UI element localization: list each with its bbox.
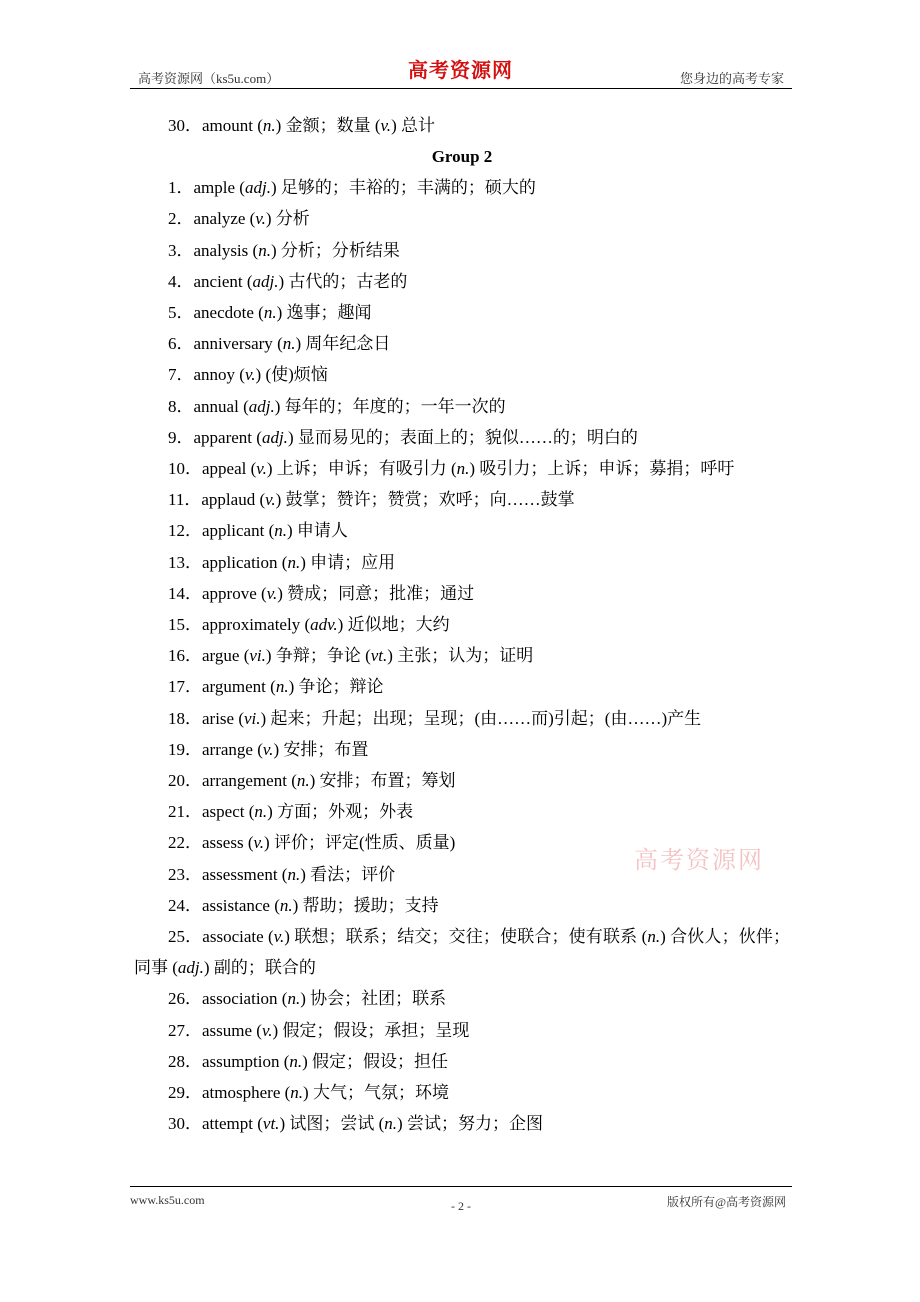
entry-word: assumption: [202, 1051, 280, 1071]
entry-word: annual: [193, 396, 239, 416]
entry-number: 30．: [168, 1114, 202, 1134]
entry-number: 23．: [168, 864, 202, 884]
part-of-speech: n.: [282, 334, 296, 354]
entry-word: assess: [202, 833, 244, 853]
part-of-speech: vi.: [249, 646, 266, 666]
entry-word: ample: [193, 178, 236, 198]
entry-word: associate: [202, 927, 264, 947]
entry-definition: 金额；数量: [285, 116, 371, 135]
entry-number: 5．: [168, 303, 194, 323]
entry-definition: 安排；布置: [283, 739, 369, 759]
part-of-speech: v.: [265, 490, 276, 510]
entry-definition: 鼓掌；赞许；赞赏；欢呼；向……鼓掌: [285, 490, 575, 510]
vocab-entry: 24．assistance (n.) 帮助；援助；支持: [168, 895, 439, 915]
entry-word: association: [202, 989, 278, 1009]
entry-number: 14．: [168, 583, 202, 603]
entry-definition: 安排；布置；筹划: [319, 771, 456, 791]
entry-number: 8．: [168, 396, 194, 416]
entry-definition: 假定；假设；承担；呈现: [282, 1020, 470, 1040]
part-of-speech: v.: [266, 583, 278, 603]
vocab-entry: 29．atmosphere (n.) 大气；气氛；环境: [168, 1083, 449, 1103]
entry-definition: 副的；联合的: [213, 958, 316, 978]
entry-word: analysis: [193, 240, 249, 260]
entry-number: 17．: [168, 677, 202, 697]
entry-word: ancient: [193, 271, 243, 291]
entry-word: arrange: [202, 739, 253, 759]
entry-word: argue: [202, 646, 240, 666]
vocab-entry: 6．anniversary (n.) 周年纪念日: [168, 334, 391, 354]
part-of-speech: adj.: [244, 178, 271, 198]
entry-word: assessment: [202, 864, 278, 884]
vocab-entry: 28．assumption (n.) 假定；假设；担任: [168, 1051, 449, 1071]
part-of-speech: v.: [273, 927, 285, 947]
entry-word: approximately: [202, 615, 301, 635]
part-of-speech: n.: [296, 771, 310, 791]
entry-number: 1．: [168, 178, 194, 198]
entry-word: assistance: [202, 895, 270, 915]
part-of-speech: vt.: [262, 1114, 280, 1134]
vocab-entry: 22．assess (v.) 评价；评定(性质、质量): [168, 833, 456, 853]
entry-number: 2．: [168, 209, 194, 229]
entry-definition: 分析；分析结果: [280, 240, 400, 260]
part-of-speech: n.: [287, 989, 301, 1009]
entry-number: 12．: [168, 521, 202, 541]
entry-definition: 主张；认为；证明: [397, 646, 534, 666]
entry-definition: 假定；假设；担任: [312, 1051, 449, 1071]
part-of-speech: n.: [258, 240, 271, 260]
entry-number: 24．: [168, 895, 202, 915]
entry-word: assume: [202, 1020, 253, 1040]
entry-word: appeal: [202, 459, 247, 479]
vocab-entry: 4．ancient (adj.) 古代的；古老的: [168, 271, 408, 291]
header-site-name: 高考资源网（ks5u.com）: [138, 71, 280, 86]
entry-definition: 申请；应用: [310, 552, 396, 572]
entry-definition: 方面；外观；外表: [277, 802, 414, 822]
entry-definition: 近似地；大约: [347, 615, 450, 635]
part-of-speech: v.: [380, 116, 392, 135]
entry-number: 20．: [168, 771, 202, 791]
vocab-entry: 16．argue (vi.) 争辩；争论 (vt.) 主张；认为；证明: [168, 646, 534, 666]
vocab-entry: 12．applicant (n.) 申请人: [168, 521, 348, 541]
entry-definition: 每年的；年度的；一年一次的: [284, 396, 506, 416]
entry-word: applicant: [202, 521, 265, 541]
entry-definition: 争论；辩论: [298, 677, 384, 697]
part-of-speech: v.: [262, 739, 274, 759]
vocab-entry: 27．assume (v.) 假定；假设；承担；呈现: [168, 1020, 470, 1040]
entry-number: 7．: [168, 365, 194, 385]
entry-number: 4．: [168, 271, 194, 291]
vocab-entry: 9．apparent (adj.) 显而易见的；表面上的；貌似……的；明白的: [168, 427, 638, 447]
part-of-speech: n.: [254, 802, 268, 822]
vocab-entry: 15．approximately (adv.) 近似地；大约: [168, 615, 450, 635]
vocab-entry: 11．applaud (v.) 鼓掌；赞许；赞赏；欢呼；向……鼓掌: [168, 490, 575, 510]
part-of-speech: n.: [287, 552, 301, 572]
entry-word: applaud: [201, 490, 256, 510]
entry-number: 30．: [168, 116, 202, 135]
vocab-entry: 10．appeal (v.) 上诉；申诉；有吸引力 (n.) 吸引力；上诉；申诉；募捐；呼吁: [168, 459, 735, 479]
entry-number: 6．: [168, 334, 194, 354]
entry-word: approve: [202, 583, 257, 603]
page-number: - 2 -: [451, 1199, 471, 1213]
vocab-entry: 23．assessment (n.) 看法；评价: [168, 864, 396, 884]
footer-url-link[interactable]: www.ks5u.com: [130, 1193, 205, 1207]
part-of-speech: vi.: [244, 708, 261, 728]
entry-word: application: [202, 552, 278, 572]
part-of-speech: n.: [384, 1114, 398, 1134]
vocab-entry: 30．amount (n.) 金额；数量 (v.) 总计: [168, 116, 435, 135]
vocab-entry: 8．annual (adj.) 每年的；年度的；一年一次的: [168, 396, 506, 416]
entry-number: 28．: [168, 1051, 202, 1071]
vocab-entry: 21．aspect (n.) 方面；外观；外表: [168, 802, 414, 822]
entry-definition: 总计: [400, 116, 435, 135]
page-footer: [130, 1186, 792, 1217]
vocab-entry: 14．approve (v.) 赞成；同意；批准；通过: [168, 583, 475, 603]
entry-number: 27．: [168, 1020, 202, 1040]
vocab-entry: 20．arrangement (n.) 安排；布置；筹划: [168, 771, 456, 791]
entry-definition: 合伙人；伙伴；同事: [134, 927, 791, 978]
vocab-entry: 30．attempt (vt.) 试图；尝试 (n.) 尝试；努力；企图: [168, 1114, 543, 1134]
vocab-entry: 25．associate (v.) 联想；联系；结交；交往；使联合；使有联系 (n.) 合伙人；伙伴；同事 (adj.) 副的；联合的: [134, 927, 791, 978]
entry-definition: 大气；气氛；环境: [312, 1083, 449, 1103]
entry-number: 19．: [168, 739, 202, 759]
entry-number: 3．: [168, 240, 194, 260]
entry-word: aspect: [202, 802, 245, 822]
entry-number: 22．: [168, 833, 202, 853]
part-of-speech: v.: [255, 209, 266, 229]
entry-word: apparent: [193, 427, 253, 447]
entry-definition: 评价；评定(性质、质量): [273, 833, 456, 853]
entry-number: 9．: [168, 427, 194, 447]
part-of-speech: v.: [256, 459, 267, 479]
entry-number: 26．: [168, 989, 202, 1009]
part-of-speech: n.: [647, 927, 661, 947]
vocabulary-list: [134, 110, 790, 1140]
entry-definition: 分析: [275, 209, 310, 229]
part-of-speech: v.: [261, 1020, 273, 1040]
part-of-speech: n.: [290, 1083, 304, 1103]
part-of-speech: n.: [287, 864, 301, 884]
part-of-speech: n.: [279, 895, 293, 915]
part-of-speech: vt.: [370, 646, 388, 666]
part-of-speech: n.: [275, 677, 289, 697]
entry-word: annoy: [193, 365, 236, 385]
entry-word: attempt: [202, 1114, 253, 1134]
entry-number: 16．: [168, 646, 202, 666]
entry-definition: 试图；尝试: [289, 1114, 375, 1134]
part-of-speech: n.: [262, 116, 276, 135]
part-of-speech: n.: [289, 1051, 303, 1071]
entry-number: 18．: [168, 708, 202, 728]
site-logo: 高考资源网: [408, 58, 513, 82]
entry-word: argument: [202, 677, 266, 697]
part-of-speech: adj.: [261, 427, 288, 447]
entry-definition: 尝试；努力；企图: [406, 1114, 543, 1134]
entry-definition: 足够的；丰裕的；丰满的；硕大的: [280, 178, 536, 198]
entry-definition: 申请人: [296, 521, 348, 541]
part-of-speech: v.: [253, 833, 265, 853]
entry-number: 29．: [168, 1083, 202, 1103]
vocab-entry: 13．application (n.) 申请；应用: [168, 552, 396, 572]
entry-number: 25．: [168, 927, 203, 947]
footer-copyright: 版权所有@高考资源网: [666, 1195, 786, 1209]
entry-word: amount: [202, 116, 253, 135]
entry-word: analyze: [193, 209, 246, 229]
part-of-speech: adj.: [248, 396, 275, 416]
group-title: Group 2: [431, 147, 493, 167]
page-header: [130, 52, 792, 89]
part-of-speech: adv.: [310, 615, 338, 635]
vocab-entry: 2．analyze (v.) 分析: [168, 209, 310, 229]
part-of-speech: n.: [274, 521, 287, 541]
entry-definition: 起来；升起；出现；呈现；(由……而)引起；(由……)产生: [270, 708, 702, 728]
vocab-entry: 3．analysis (n.) 分析；分析结果: [168, 240, 400, 260]
part-of-speech: adj.: [177, 958, 204, 978]
vocab-entry: 19．arrange (v.) 安排；布置: [168, 739, 369, 759]
entry-number: 13．: [168, 552, 202, 572]
entry-word: arrangement: [202, 771, 287, 791]
entry-definition: 帮助；援助；支持: [302, 895, 439, 915]
part-of-speech: v.: [244, 365, 256, 385]
entry-word: anecdote: [193, 303, 254, 323]
entry-number: 21．: [168, 802, 202, 822]
part-of-speech: adj.: [252, 271, 279, 291]
entry-word: anniversary: [193, 334, 273, 354]
entry-definition: 赞成；同意；批准；通过: [287, 583, 475, 603]
entry-number: 15．: [168, 615, 202, 635]
entry-definition: 古代的；古老的: [288, 271, 408, 291]
entry-definition: 上诉；申诉；有吸引力: [276, 459, 447, 479]
header-slogan: 您身边的高考专家: [679, 71, 784, 86]
vocab-entry: 7．annoy (v.) (使)烦恼: [168, 365, 328, 385]
vocab-entry: 5．anecdote (n.) 逸事；趣闻: [168, 303, 372, 323]
vocab-entry: 18．arise (vi.) 起来；升起；出现；呈现；(由……而)引起；(由……)产生: [168, 708, 702, 728]
entry-definition: 显而易见的；表面上的；貌似……的；明白的: [297, 427, 638, 447]
entry-definition: 逸事；趣闻: [286, 303, 372, 323]
entry-number: 10．: [168, 459, 202, 479]
vocab-entry: 17．argument (n.) 争论；辩论: [168, 677, 384, 697]
part-of-speech: n.: [263, 303, 277, 323]
vocab-entry: 26．association (n.) 协会；社团；联系: [168, 989, 447, 1009]
entry-definition: 协会；社团；联系: [310, 989, 447, 1009]
entry-word: arise: [202, 708, 235, 728]
entry-definition: 吸引力；上诉；申诉；募捐；呼吁: [479, 459, 735, 479]
watermark: 高考资源网: [634, 846, 764, 874]
entry-definition: 周年纪念日: [305, 334, 391, 354]
entry-definition: (使)烦恼: [265, 365, 328, 385]
vocab-entry: 1．ample (adj.) 足够的；丰裕的；丰满的；硕大的: [168, 178, 536, 198]
entry-definition: 联想；联系；结交；交往；使联合；使有联系: [294, 927, 638, 947]
entry-word: atmosphere: [202, 1083, 281, 1103]
entry-definition: 争辩；争论: [275, 646, 361, 666]
entry-definition: 看法；评价: [310, 864, 396, 884]
part-of-speech: n.: [456, 459, 470, 479]
entry-number: 11．: [168, 490, 202, 510]
